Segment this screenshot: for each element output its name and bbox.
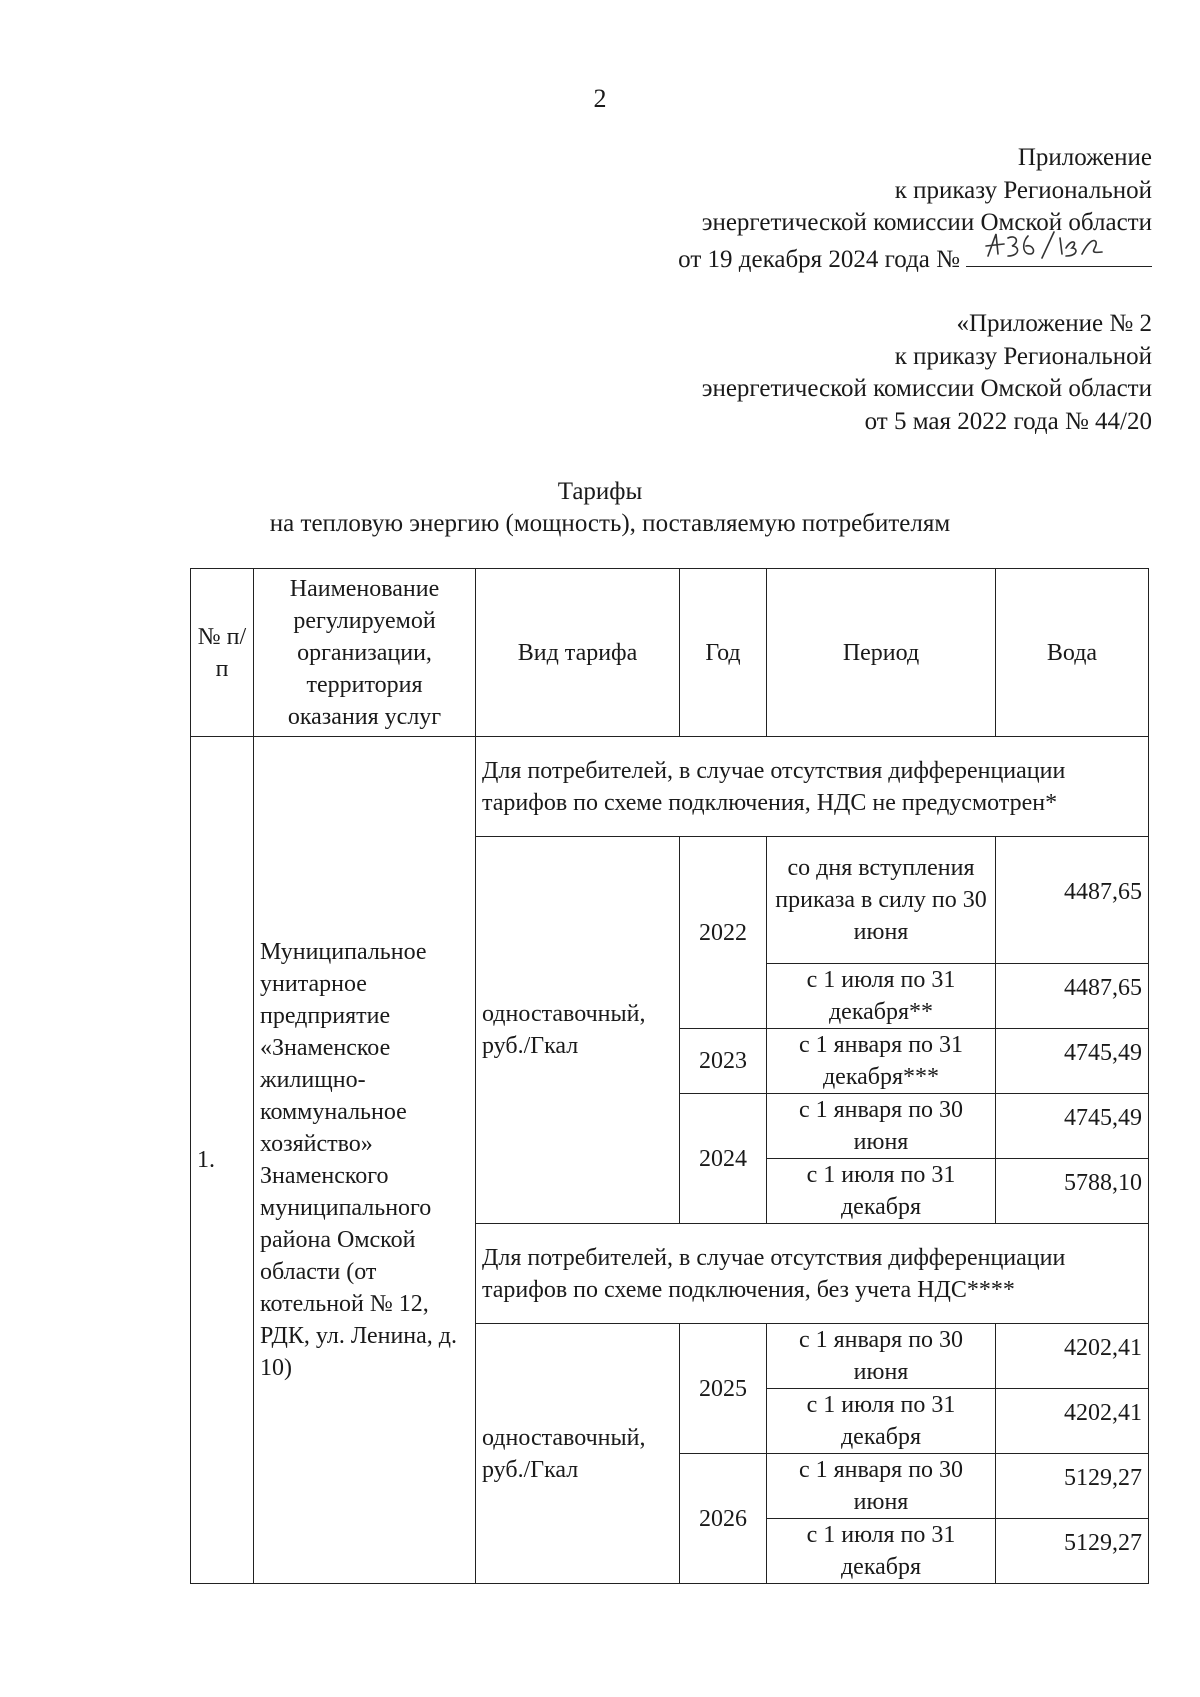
group2-label: Для потребителей, в случае отсутствия дифференциации тарифов по схеме подключения, без учета НДС**** xyxy=(476,1224,1149,1324)
appendix-amended-line2: к приказу Региональной xyxy=(894,342,1152,370)
appendix-current-line1: Приложение xyxy=(1017,144,1152,171)
header-water: Вода xyxy=(996,569,1149,737)
year-cell: 2022 xyxy=(680,837,767,1029)
document-title xyxy=(0,476,1200,540)
appendix-current-date: от 19 декабря 2024 года № xyxy=(678,245,960,273)
page-number: 2 xyxy=(593,84,607,113)
value-text: 5129,27 xyxy=(1064,1530,1142,1556)
value-text: 4202,41 xyxy=(1064,1335,1142,1361)
header-org: Наименование регулируемой организации, территория оказания услуг xyxy=(254,569,476,737)
appendix-amended-line4: от 5 мая 2022 года № 44/20 xyxy=(864,407,1152,435)
appendix-amended-line3: энергетической комиссии Омской области xyxy=(701,375,1152,402)
period-cell: со дня вступления приказа в силу по 30 июня xyxy=(767,837,996,964)
table-header-row xyxy=(191,569,1149,737)
group1-tariff-type: одноставочный, руб./Гкал xyxy=(476,837,680,1224)
value-cell xyxy=(996,1324,1149,1389)
handwritten-signature-icon xyxy=(982,228,1112,262)
value-text: 5129,27 xyxy=(1064,1465,1142,1491)
value-cell xyxy=(996,837,1149,964)
period-cell: с 1 июля по 31 декабря** xyxy=(767,964,996,1029)
year-cell: 2025 xyxy=(680,1324,767,1454)
title-main: Тарифы xyxy=(557,478,643,505)
value-cell xyxy=(996,1094,1149,1159)
value-text: 4487,65 xyxy=(1064,975,1142,1001)
header-year: Год xyxy=(680,569,767,737)
appendix-amended xyxy=(702,308,1152,438)
appendix-current xyxy=(678,142,1152,276)
period-cell: с 1 июля по 31 декабря xyxy=(767,1519,996,1584)
year-cell: 2023 xyxy=(680,1029,767,1094)
value-text: 4487,65 xyxy=(1064,879,1142,905)
header-num: № п/п xyxy=(191,569,254,737)
handwritten-order-number xyxy=(966,240,1152,267)
group2-tariff-type: одноставочный, руб./Гкал xyxy=(476,1324,680,1584)
period-cell: с 1 июля по 31 декабря xyxy=(767,1389,996,1454)
period-cell: с 1 января по 30 июня xyxy=(767,1454,996,1519)
period-cell: с 1 января по 30 июня xyxy=(767,1324,996,1389)
value-text: 4202,41 xyxy=(1064,1400,1142,1426)
value-cell xyxy=(996,964,1149,1029)
title-sub: на тепловую энергию (мощность), поставляемую потребителям xyxy=(269,510,951,537)
period-cell: с 1 января по 30 июня xyxy=(767,1094,996,1159)
appendix-current-line3: энергетической комиссии Омской области xyxy=(701,209,1152,236)
appendix-current-line4 xyxy=(678,240,1152,277)
year-cell: 2024 xyxy=(680,1094,767,1224)
table-row xyxy=(191,737,1149,837)
value-cell xyxy=(996,1159,1149,1224)
value-cell xyxy=(996,1454,1149,1519)
group1-label: Для потребителей, в случае отсутствия дифференциации тарифов по схеме подключения, НДС не предусмотрен* xyxy=(476,737,1149,837)
header-period: Период xyxy=(767,569,996,737)
period-cell: с 1 июля по 31 декабря xyxy=(767,1159,996,1224)
year-cell: 2026 xyxy=(680,1454,767,1584)
value-text: 4745,49 xyxy=(1064,1105,1142,1131)
value-text: 4745,49 xyxy=(1064,1040,1142,1066)
appendix-amended-line1: «Приложение № 2 xyxy=(956,310,1152,337)
value-cell xyxy=(996,1029,1149,1094)
value-cell xyxy=(996,1519,1149,1584)
period-cell: с 1 января по 31 декабря*** xyxy=(767,1029,996,1094)
header-tariff-type: Вид тарифа xyxy=(476,569,680,737)
value-text: 5788,10 xyxy=(1064,1170,1142,1196)
organization-name: Муниципальное унитарное предприятие «Знаменское жилищно-коммунальное хозяйство» Знаменского муниципального района Омской области (от котельной № 12, РДК, ул. Ленина, д. 10) xyxy=(254,737,476,1584)
value-cell xyxy=(996,1389,1149,1454)
tariff-table xyxy=(190,568,1149,1584)
row-number: 1. xyxy=(191,737,254,1584)
appendix-current-line2: к приказу Региональной xyxy=(894,176,1152,204)
